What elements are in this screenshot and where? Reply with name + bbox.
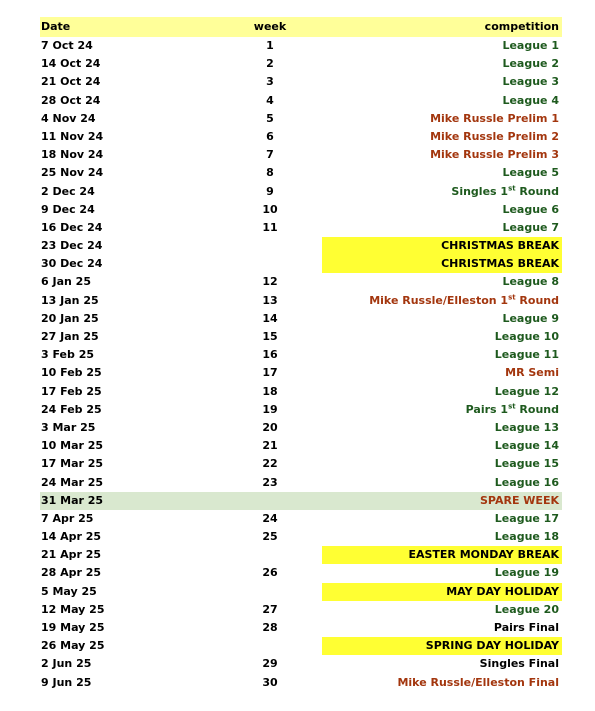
table-row [40, 255, 562, 273]
table-row [40, 310, 562, 328]
row-week: 27 [262, 602, 278, 616]
row-date: 28 Apr 25 [41, 566, 102, 580]
table-row [40, 619, 562, 637]
table-row [40, 401, 562, 419]
table-body [40, 37, 562, 692]
row-competition: League 16 [494, 475, 559, 489]
table-row [40, 237, 562, 255]
row-week: 13 [262, 293, 278, 307]
row-competition: League 14 [494, 439, 559, 453]
table-row [40, 364, 562, 382]
table-row [40, 55, 562, 73]
row-date: 2 Dec 24 [41, 184, 95, 198]
row-date: 24 Mar 25 [41, 475, 104, 489]
row-competition: CHRISTMAS BREAK [322, 237, 562, 255]
row-date: 28 Oct 24 [41, 93, 101, 107]
row-competition: League 3 [502, 75, 559, 89]
row-competition: Mike Russle/Elleston Final [397, 675, 559, 689]
table-row [40, 674, 562, 692]
row-date: 26 May 25 [41, 639, 105, 653]
table-row [40, 419, 562, 437]
row-week: 11 [262, 220, 278, 234]
row-competition: League 2 [502, 57, 559, 71]
table-row [40, 37, 562, 55]
row-competition: Singles Final [479, 657, 559, 671]
table-row [40, 92, 562, 110]
row-date: 3 Mar 25 [41, 420, 96, 434]
row-competition: League 6 [502, 202, 559, 216]
row-date: 2 Jun 25 [41, 657, 92, 671]
table-row [40, 73, 562, 91]
row-date: 9 Dec 24 [41, 202, 95, 216]
row-date: 4 Nov 24 [41, 111, 96, 125]
row-competition: League 19 [494, 566, 559, 580]
table-row [40, 219, 562, 237]
table-row [40, 510, 562, 528]
fixture-table [40, 17, 562, 692]
row-week: 23 [262, 475, 278, 489]
row-week: 4 [266, 93, 274, 107]
row-date: 27 Jan 25 [41, 330, 99, 343]
row-week: 21 [262, 439, 278, 453]
row-competition: CHRISTMAS BREAK [322, 255, 562, 273]
row-competition: SPARE WEEK [480, 493, 559, 507]
table-row [40, 201, 562, 219]
row-week: 7 [266, 148, 274, 162]
row-date: 18 Nov 24 [41, 148, 104, 162]
row-date: 7 Apr 25 [41, 511, 94, 525]
row-date: 20 Jan 25 [41, 311, 99, 325]
row-competition: League 13 [494, 420, 559, 434]
row-date: 10 Mar 25 [41, 439, 104, 453]
table-row [40, 146, 562, 164]
row-competition: Pairs 1st Round [465, 402, 559, 416]
row-week: 19 [262, 402, 278, 416]
row-date: 17 Feb 25 [41, 384, 102, 398]
row-week: 18 [262, 384, 278, 398]
row-competition: Mike Russle Prelim 1 [430, 111, 559, 125]
row-competition: League 18 [494, 530, 559, 544]
row-competition: League 8 [502, 275, 559, 289]
row-week: 3 [266, 75, 274, 89]
row-date: 16 Dec 24 [41, 220, 103, 234]
table-row [40, 528, 562, 546]
row-week: 10 [262, 202, 278, 216]
row-competition: Singles 1st Round [451, 183, 559, 198]
row-week: 24 [262, 511, 278, 525]
row-competition: League 20 [494, 602, 559, 616]
row-date: 13 Jan 25 [41, 293, 99, 307]
row-competition: League 15 [494, 457, 559, 471]
row-date: 10 Feb 25 [41, 366, 102, 380]
row-week [250, 255, 290, 273]
row-competition: League 7 [502, 220, 559, 234]
table-row [40, 437, 562, 455]
row-week: 30 [262, 675, 278, 689]
table-row [40, 583, 562, 601]
row-week: 12 [262, 275, 278, 289]
row-date: 21 Oct 24 [41, 75, 101, 89]
row-week [250, 583, 290, 601]
row-week: 1 [266, 39, 274, 52]
row-week [250, 637, 290, 655]
row-date: 24 Feb 25 [41, 402, 102, 416]
table-row [40, 110, 562, 128]
row-week [250, 492, 290, 510]
table-row [40, 455, 562, 473]
row-date: 25 Nov 24 [41, 166, 104, 180]
row-date: 6 Jan 25 [41, 275, 91, 289]
row-competition: League 10 [494, 330, 559, 343]
header-week: week [253, 20, 287, 33]
row-week: 25 [262, 530, 278, 544]
header-competition: competition [484, 20, 559, 33]
row-competition: League 1 [502, 39, 559, 52]
row-week: 6 [266, 129, 274, 143]
row-competition: MR Semi [505, 366, 559, 380]
row-week: 14 [262, 311, 278, 325]
row-date: 12 May 25 [41, 602, 105, 616]
table-row [40, 546, 562, 564]
row-week: 20 [262, 420, 278, 434]
table-row [40, 128, 562, 146]
table-row [40, 164, 562, 182]
row-week: 29 [262, 657, 278, 671]
table-row [40, 637, 562, 655]
row-competition: Mike Russle/Elleston 1st Round [369, 292, 559, 307]
table-header [40, 17, 562, 37]
row-week: 22 [262, 457, 278, 471]
row-competition: League 12 [494, 384, 559, 398]
row-week: 15 [262, 330, 278, 343]
table-row [40, 292, 562, 310]
table-row [40, 564, 562, 582]
row-competition: Mike Russle Prelim 3 [430, 148, 559, 162]
row-week: 16 [262, 348, 278, 362]
table-row [40, 383, 562, 401]
row-date: 7 Oct 24 [41, 39, 93, 52]
row-date: 14 Oct 24 [41, 57, 101, 71]
row-competition: League 9 [502, 311, 559, 325]
row-date: 9 Jun 25 [41, 675, 92, 689]
row-week: 5 [266, 111, 274, 125]
row-competition: Pairs Final [493, 621, 559, 634]
row-competition: EASTER MONDAY BREAK [322, 546, 562, 564]
row-week [250, 546, 290, 564]
row-date: 21 Apr 25 [41, 548, 102, 562]
row-competition: League 11 [494, 348, 559, 362]
row-competition: MAY DAY HOLIDAY [322, 583, 562, 601]
row-date: 17 Mar 25 [41, 457, 104, 471]
row-date: 23 Dec 24 [41, 239, 103, 253]
row-date: 31 Mar 25 [41, 493, 104, 507]
row-competition: League 17 [494, 511, 559, 525]
table-row [40, 273, 562, 291]
row-competition: League 4 [502, 93, 559, 107]
row-competition: SPRING DAY HOLIDAY [322, 637, 562, 655]
row-week: 26 [262, 566, 278, 580]
row-week: 8 [266, 166, 274, 180]
row-week: 17 [262, 366, 278, 380]
table-row [40, 601, 562, 619]
row-competition: Mike Russle Prelim 2 [430, 129, 559, 143]
row-date: 30 Dec 24 [41, 257, 103, 271]
row-week [250, 237, 290, 255]
row-date: 19 May 25 [41, 621, 105, 634]
row-week: 28 [262, 621, 278, 634]
row-date: 5 May 25 [41, 584, 97, 598]
table-row [40, 474, 562, 492]
row-date: 14 Apr 25 [41, 530, 102, 544]
row-competition: League 5 [502, 166, 559, 180]
row-date: 11 Nov 24 [41, 129, 104, 143]
row-week: 2 [266, 57, 274, 71]
table-row [40, 655, 562, 673]
row-week: 9 [266, 184, 274, 198]
row-date: 3 Feb 25 [41, 348, 95, 362]
table-row [40, 328, 562, 346]
table-row [40, 183, 562, 201]
table-row [40, 492, 562, 510]
header-date: Date [41, 20, 71, 33]
table-row [40, 346, 562, 364]
